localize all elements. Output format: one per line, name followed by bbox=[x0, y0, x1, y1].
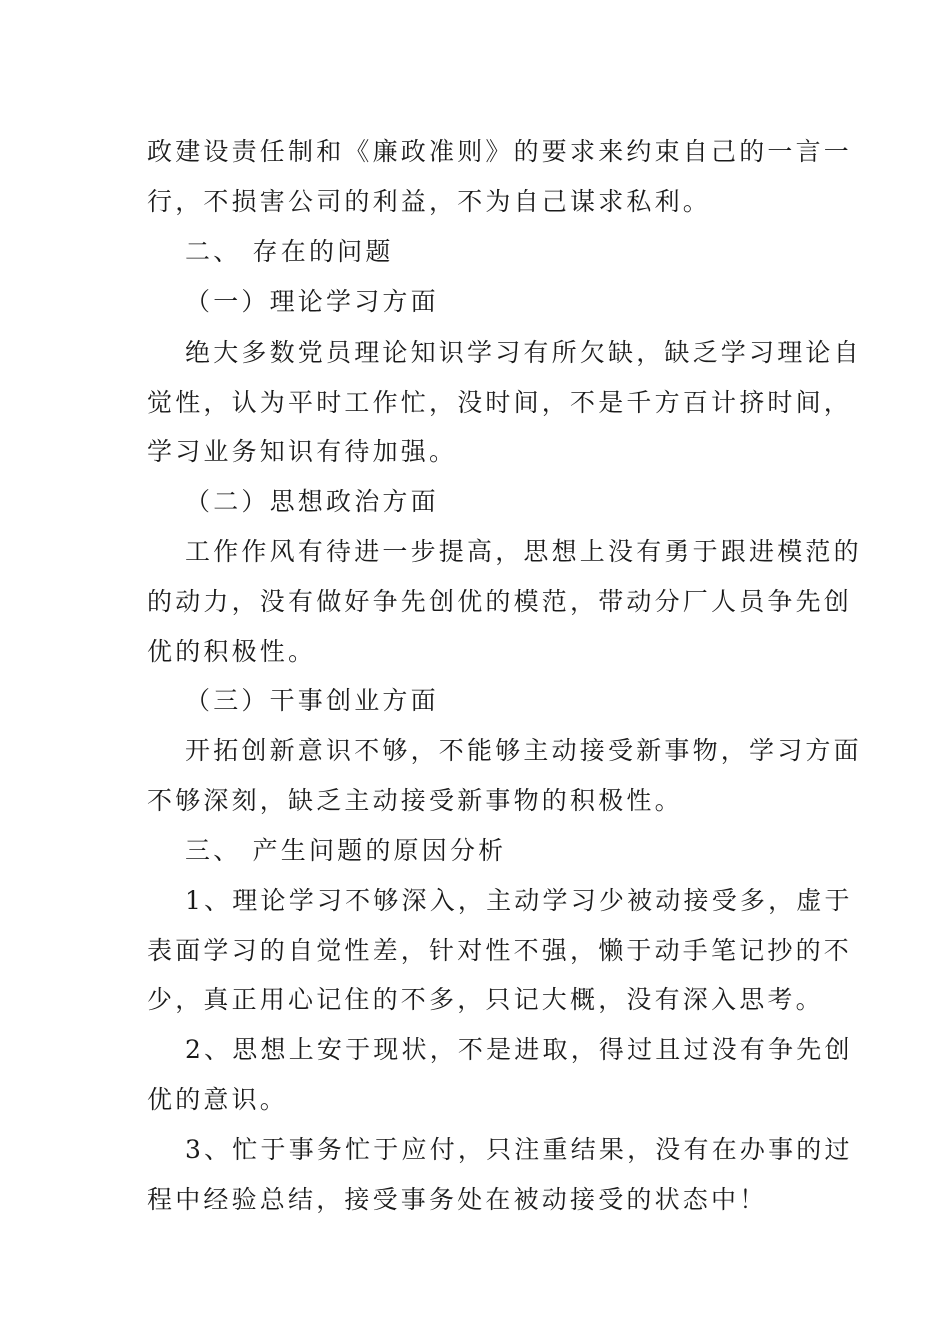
paragraph-line: 行，不损害公司的利益，不为自己谋求私利。 bbox=[147, 187, 712, 216]
subsection-heading: （二）思想政治方面 bbox=[185, 487, 439, 516]
paragraph-line: 1、理论学习不够深入，主动学习少被动接受多，虚于 bbox=[185, 886, 853, 915]
subsection-heading: （一）理论学习方面 bbox=[185, 287, 439, 316]
paragraph-line: 3、忙于事务忙于应付，只注重结果，没有在办事的过 bbox=[185, 1135, 853, 1164]
section-heading: 二、 存在的问题 bbox=[185, 237, 394, 266]
subsection-heading: （三）干事创业方面 bbox=[185, 686, 439, 715]
paragraph-line: 觉性，认为平时工作忙，没时间，不是千方百计挤时间， bbox=[147, 388, 853, 417]
paragraph-line: 绝大多数党员理论知识学习有所欠缺，缺乏学习理论自 bbox=[185, 338, 862, 367]
paragraph-line: 政建设责任制和《廉政准则》的要求来约束自己的一言一 bbox=[147, 137, 853, 166]
paragraph-line: 学习业务知识有待加强。 bbox=[147, 437, 458, 466]
paragraph-line: 工作作风有待进一步提高，思想上没有勇于跟进模范的 bbox=[185, 537, 862, 566]
paragraph-line: 2、思想上安于现状，不是进取，得过且过没有争先创 bbox=[185, 1035, 853, 1064]
paragraph-line: 优的积极性。 bbox=[147, 637, 317, 666]
paragraph-line: 开拓创新意识不够，不能够主动接受新事物，学习方面 bbox=[185, 736, 862, 765]
paragraph-line: 的动力，没有做好争先创优的模范，带动分厂人员争先创 bbox=[147, 587, 853, 616]
paragraph-line: 表面学习的自觉性差，针对性不强，懒于动手笔记抄的不 bbox=[147, 936, 853, 965]
paragraph-line: 优的意识。 bbox=[147, 1085, 289, 1114]
section-heading: 三、 产生问题的原因分析 bbox=[185, 836, 507, 865]
paragraph-line: 不够深刻，缺乏主动接受新事物的积极性。 bbox=[147, 786, 683, 815]
paragraph-line: 程中经验总结，接受事务处在被动接受的状态中！ bbox=[147, 1185, 768, 1214]
paragraph-line: 少，真正用心记住的不多，只记大概，没有深入思考。 bbox=[147, 985, 824, 1014]
